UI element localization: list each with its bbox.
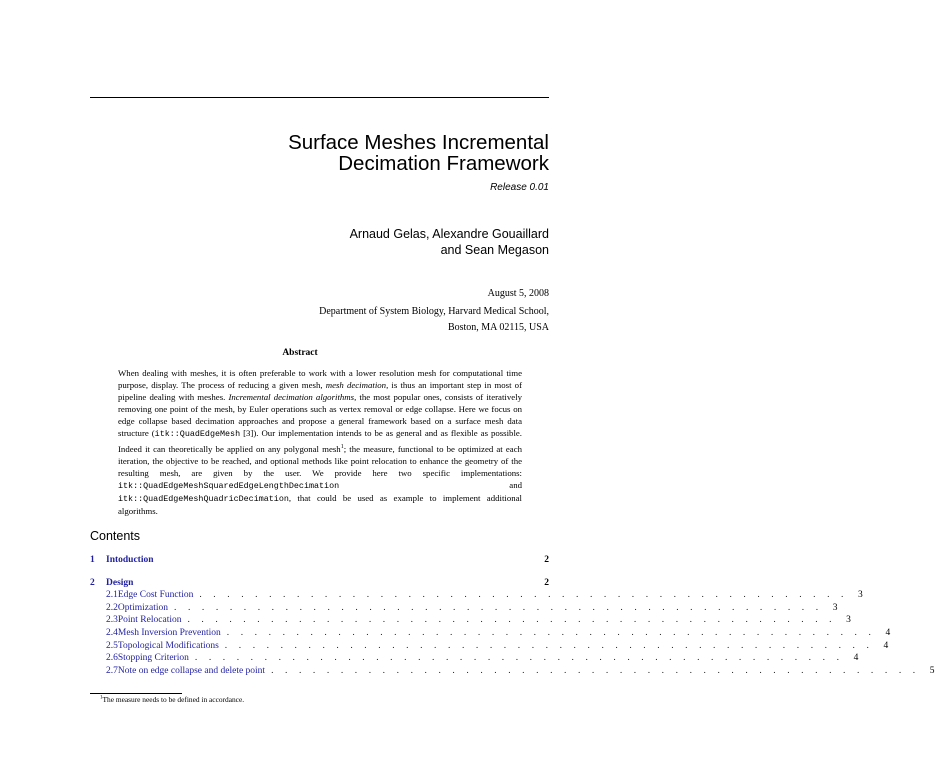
toc-link[interactable]: Point Relocation	[117, 615, 182, 626]
toc-page: 3	[846, 615, 851, 626]
toc-leader: . . . . . . . . . . . . . . . . . . . . . . . . . . . . . . . . . . . . . . . . . . . . . . .	[226, 627, 876, 638]
authors-line-1: Arnaud Gelas, Alexandre Gouaillard	[349, 227, 549, 241]
date: August 5, 2008	[487, 288, 549, 299]
toc-page: 5	[929, 665, 935, 676]
footnote-text: The measure needs to be defined in accordance.	[102, 695, 245, 704]
top-rule	[90, 97, 549, 98]
toc-entry[interactable]	[90, 653, 859, 666]
toc-link[interactable]: Design	[106, 577, 134, 588]
abstract-text: , is thus an important step in most of pipeline dealing with meshes.	[118, 380, 523, 403]
toc-link[interactable]: Mesh Inversion Prevention	[117, 627, 221, 638]
title-line-1: Surface Meshes Incremental	[288, 131, 549, 154]
toc-leader: . . . . . . . . . . . . . . . . . . . . . . . . . . . . . . . . . . . . . . . . . . . . . . .	[194, 653, 844, 664]
toc-leader: . . . . . . . . . . . . . . . . . . . . . . . . . . . . . . . . . . . . . . . . . . . . . . .	[271, 665, 920, 676]
abstract-text: , that could be used as example to implement additional algorithms.	[118, 492, 522, 516]
footnote-marker[interactable]: 1	[340, 443, 344, 450]
footnote-rule	[90, 693, 182, 694]
toc-leader: . . . . . . . . . . . . . . . . . . . . . . . . . . . . . . . . . . . . . . . . . . . . . . .	[224, 640, 874, 651]
toc-link[interactable]: Optimization	[117, 602, 169, 613]
toc-entry[interactable]	[90, 578, 549, 591]
toc-page: 3	[832, 602, 838, 613]
toc-link[interactable]: Intoduction	[106, 555, 154, 565]
abstract-text: When dealing with meshes, it is often preferable to work with a lower resolution mesh for computational time purpose, display. The process of reducing a given mesh,	[118, 368, 522, 391]
toc-leader: . . . . . . . . . . . . . . . . . . . . . . . . . . . . . . . . . . . . . . . . . . . . . . .	[187, 615, 837, 626]
toc-entry[interactable]	[90, 640, 889, 654]
toc-link[interactable]: Note on edge collapse and delete point	[117, 665, 266, 676]
toc-number: 2.1	[106, 590, 118, 601]
footnote-number: 1	[100, 695, 103, 701]
toc-entry[interactable]	[90, 665, 935, 679]
table-of-contents	[90, 555, 935, 678]
code-ref: itk::QuadEdgeMesh	[154, 429, 241, 440]
abstract-text: [3]). Our implementation intends to be as general and as flexible as possible. Indeed it can theoretically be applied on any polygonal mesh	[118, 428, 522, 454]
toc-page: 3	[858, 590, 863, 601]
toc-entry[interactable]	[90, 627, 891, 641]
toc-number: 2.5	[106, 640, 118, 651]
toc-link[interactable]: Edge Cost Function	[117, 590, 194, 601]
abstract-body	[118, 367, 522, 517]
code-ref: itk::QuadEdgeMeshSquaredEdgeLengthDecimation	[118, 480, 340, 491]
toc-link[interactable]: Topological Modifications	[117, 640, 219, 651]
toc-number: 2.7	[106, 665, 118, 676]
toc-entry[interactable]	[90, 602, 838, 616]
toc-entry[interactable]	[90, 615, 851, 628]
code-ref: itk::QuadEdgeMeshQuadricDecimation	[118, 493, 289, 504]
abstract-text: ; the measure, functional to be optimized at each iteration, the objective to be reached, and optional methods like point relocation to enhance the geometry of the resulting mesh, are given by the user. We provide here two specific implementations:	[118, 443, 522, 478]
toc-number: 2.2	[106, 602, 118, 613]
toc-page: 4	[883, 640, 889, 651]
authors-line-2: and Sean Megason	[440, 243, 549, 257]
contents-heading: Contents	[90, 529, 141, 543]
affiliation-line-2: Boston, MA 02115, USA	[447, 322, 549, 333]
toc-number: 2.6	[106, 653, 118, 664]
abstract-emphasis: mesh decimation	[325, 380, 387, 391]
toc-page: 4	[853, 653, 859, 664]
toc-number: 2.4	[106, 627, 118, 638]
abstract-heading: Abstract	[282, 348, 318, 358]
abstract-text: , the most popular ones, consists of iteratively removing one point of the mesh, by Euler operations such as vertex removal or edge collapse. Here we focus on edge collapse based decimation approaches and propose a general framework based on a surface mesh data structure (	[118, 392, 522, 439]
toc-number: 2	[90, 577, 95, 588]
toc-page: 4	[885, 627, 891, 638]
toc-entry[interactable]	[90, 590, 863, 603]
toc-leader: . . . . . . . . . . . . . . . . . . . . . . . . . . . . . . . . . . . . . . . . . . . . . . .	[199, 590, 849, 601]
abstract-emphasis: Incremental decimation algorithms	[228, 392, 355, 403]
toc-entry[interactable]	[90, 555, 549, 568]
authors	[350, 226, 549, 258]
release-label: Release 0.01	[490, 182, 549, 193]
toc-page: 2	[544, 555, 549, 565]
toc-leader: . . . . . . . . . . . . . . . . . . . . . . . . . . . . . . . . . . . . . . . . . . . . . . .	[174, 602, 823, 613]
toc-number: 1	[90, 555, 95, 565]
paper-title	[288, 132, 549, 174]
toc-number: 2.3	[106, 615, 118, 626]
footnote	[100, 695, 244, 704]
toc-page: 2	[544, 577, 549, 588]
abstract-text: and	[339, 479, 522, 490]
affiliation	[319, 304, 549, 336]
title-line-2: Decimation Framework	[338, 152, 549, 175]
affiliation-line-1: Department of System Biology, Harvard Medical School,	[319, 306, 549, 317]
toc-link[interactable]: Stopping Criterion	[117, 653, 189, 664]
